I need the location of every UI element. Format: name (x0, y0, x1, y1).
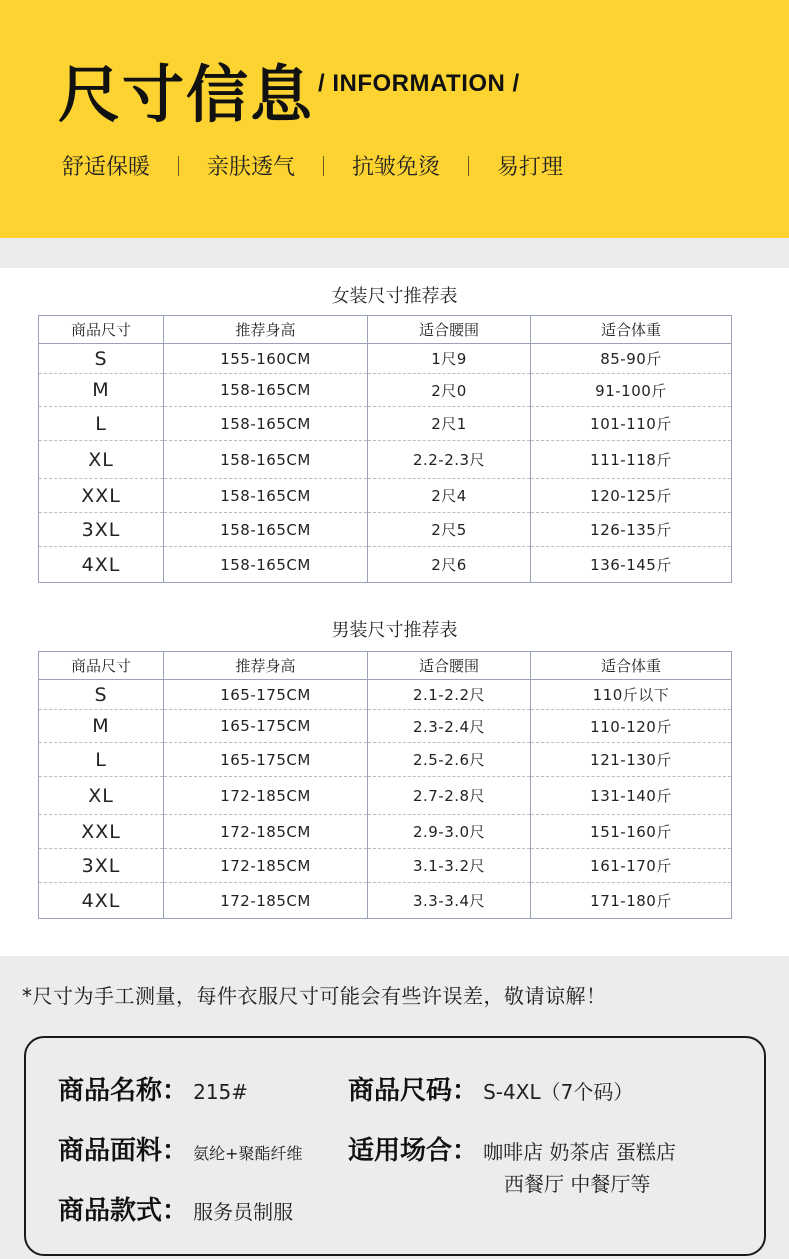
waist-cell: 2尺0 (368, 374, 531, 407)
product-size-value: S-4XL（7个码） (483, 1080, 634, 1104)
weight-cell: 111-118斤 (531, 441, 732, 479)
product-fabric (58, 1130, 303, 1167)
height-cell: 172-185CM (164, 883, 368, 919)
weight-cell: 126-135斤 (531, 513, 732, 547)
weight-cell: 136-145斤 (531, 547, 732, 583)
header-banner (0, 0, 789, 238)
size-tables-panel (0, 268, 789, 956)
product-size-label: 商品尺码： (348, 1076, 479, 1106)
table-row (39, 710, 732, 743)
product-fabric-value: 氨纶+聚酯纤维 (193, 1144, 303, 1163)
waist-cell: 2.9-3.0尺 (368, 815, 531, 849)
size-cell: XXL (39, 815, 164, 849)
feature-item: 舒适保暖 (62, 155, 151, 180)
column-header: 商品尺寸 (39, 652, 164, 680)
men-size-table (38, 651, 732, 919)
table-row (39, 407, 732, 441)
product-style-label: 商品款式： (58, 1196, 189, 1226)
height-cell: 165-175CM (164, 710, 368, 743)
weight-cell: 85-90斤 (531, 344, 732, 374)
waist-cell: 2.5-2.6尺 (368, 743, 531, 777)
product-scene-line2 (504, 1168, 650, 1197)
table-header-row (39, 316, 732, 344)
size-cell: XXL (39, 479, 164, 513)
size-cell: 3XL (39, 849, 164, 883)
size-cell: S (39, 344, 164, 374)
table-row (39, 680, 732, 710)
weight-cell: 131-140斤 (531, 777, 732, 815)
table-row (39, 815, 732, 849)
women-size-table (38, 315, 732, 583)
size-cell: XL (39, 441, 164, 479)
height-cell: 158-165CM (164, 547, 368, 583)
size-cell: 4XL (39, 547, 164, 583)
weight-cell: 120-125斤 (531, 479, 732, 513)
size-cell: 4XL (39, 883, 164, 919)
size-cell: M (39, 374, 164, 407)
height-cell: 172-185CM (164, 849, 368, 883)
table-row (39, 743, 732, 777)
weight-cell: 91-100斤 (531, 374, 732, 407)
table-header-row (39, 652, 732, 680)
page-subtitle: / INFORMATION / (318, 70, 520, 97)
product-scene-value-line1: 咖啡店 奶茶店 蛋糕店 (483, 1140, 676, 1164)
feature-item: 易打理 (497, 155, 564, 180)
column-header: 推荐身高 (164, 652, 368, 680)
table-row (39, 513, 732, 547)
table-row (39, 777, 732, 815)
weight-cell: 161-170斤 (531, 849, 732, 883)
weight-cell: 110-120斤 (531, 710, 732, 743)
table-row (39, 883, 732, 919)
waist-cell: 2.7-2.8尺 (368, 777, 531, 815)
product-scene-label: 适用场合： (348, 1136, 479, 1166)
feature-divider (323, 156, 324, 176)
column-header: 适合体重 (531, 652, 732, 680)
waist-cell: 2.2-2.3尺 (368, 441, 531, 479)
height-cell: 158-165CM (164, 407, 368, 441)
product-scene-value-line2: 西餐厅 中餐厅等 (504, 1172, 651, 1196)
product-size (348, 1070, 633, 1107)
feature-item: 抗皱免烫 (352, 155, 441, 180)
table-row (39, 547, 732, 583)
column-header: 商品尺寸 (39, 316, 164, 344)
height-cell: 165-175CM (164, 743, 368, 777)
men-table-title: 男装尺寸推荐表 (331, 620, 458, 641)
feature-item: 亲肤透气 (207, 155, 296, 180)
column-header: 适合体重 (531, 316, 732, 344)
size-cell: L (39, 743, 164, 777)
waist-cell: 2尺5 (368, 513, 531, 547)
waist-cell: 2尺6 (368, 547, 531, 583)
height-cell: 158-165CM (164, 374, 368, 407)
height-cell: 172-185CM (164, 815, 368, 849)
product-name-label: 商品名称： (58, 1076, 189, 1106)
product-style (58, 1190, 293, 1227)
product-fabric-label: 商品面料： (58, 1136, 189, 1166)
weight-cell: 110斤以下 (531, 680, 732, 710)
product-name (58, 1070, 248, 1107)
weight-cell: 121-130斤 (531, 743, 732, 777)
product-style-value: 服务员制服 (193, 1200, 294, 1224)
weight-cell: 151-160斤 (531, 815, 732, 849)
size-cell: S (39, 680, 164, 710)
waist-cell: 2尺4 (368, 479, 531, 513)
size-cell: M (39, 710, 164, 743)
feature-list (62, 150, 563, 181)
column-header: 适合腰围 (368, 316, 531, 344)
measurement-note: *尺寸为手工测量，每件衣服尺寸可能会有些许误差，敬请谅解！ (22, 984, 607, 1008)
feature-divider (178, 156, 179, 176)
table-row (39, 441, 732, 479)
table-row (39, 374, 732, 407)
table-row (39, 849, 732, 883)
table-row (39, 479, 732, 513)
waist-cell: 3.1-3.2尺 (368, 849, 531, 883)
women-table-title: 女装尺寸推荐表 (331, 286, 458, 307)
product-info-box (24, 1036, 766, 1256)
height-cell: 158-165CM (164, 513, 368, 547)
product-scene (348, 1130, 676, 1167)
size-cell: 3XL (39, 513, 164, 547)
waist-cell: 2.1-2.2尺 (368, 680, 531, 710)
waist-cell: 2尺1 (368, 407, 531, 441)
table-row (39, 344, 732, 374)
height-cell: 158-165CM (164, 441, 368, 479)
weight-cell: 101-110斤 (531, 407, 732, 441)
column-header: 推荐身高 (164, 316, 368, 344)
page-title: 尺寸信息 (58, 58, 315, 131)
height-cell: 158-165CM (164, 479, 368, 513)
size-cell: XL (39, 777, 164, 815)
height-cell: 155-160CM (164, 344, 368, 374)
weight-cell: 171-180斤 (531, 883, 732, 919)
size-cell: L (39, 407, 164, 441)
product-name-value: 215# (193, 1080, 249, 1104)
waist-cell: 2.3-2.4尺 (368, 710, 531, 743)
feature-divider (468, 156, 469, 176)
column-header: 适合腰围 (368, 652, 531, 680)
height-cell: 172-185CM (164, 777, 368, 815)
height-cell: 165-175CM (164, 680, 368, 710)
waist-cell: 1尺9 (368, 344, 531, 374)
waist-cell: 3.3-3.4尺 (368, 883, 531, 919)
